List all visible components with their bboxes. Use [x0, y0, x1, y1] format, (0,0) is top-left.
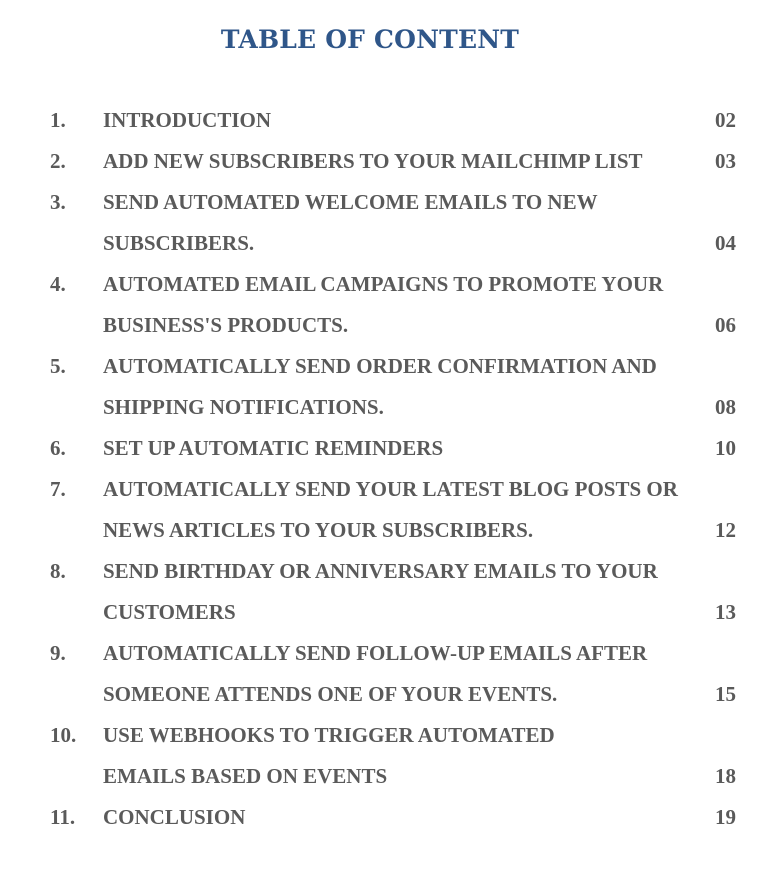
toc-entry-line — [0, 223, 778, 264]
toc-entry-line — [0, 715, 778, 756]
toc-entry-page-number: 12 — [715, 518, 736, 542]
toc-entry-page-number: 19 — [715, 805, 736, 829]
toc-entry-line — [0, 797, 778, 838]
toc-entry-number: 9. — [50, 641, 66, 665]
toc-entry-line — [0, 100, 778, 141]
table-of-contents — [0, 100, 778, 838]
toc-entry-title: EMAILS BASED ON EVENTS — [103, 764, 388, 788]
toc-entry-number: 11. — [50, 805, 76, 829]
toc-entry-title: NEWS ARTICLES TO YOUR SUBSCRIBERS. — [103, 518, 534, 542]
toc-entry-line — [0, 346, 778, 387]
toc-entry-page-number: 02 — [715, 108, 736, 132]
toc-entry-page-number: 15 — [715, 682, 736, 706]
toc-entry-page-number: 06 — [715, 313, 736, 337]
toc-entry-title: AUTOMATICALLY SEND YOUR LATEST BLOG POSTS OR — [103, 477, 678, 501]
toc-entry-page-number: 03 — [715, 149, 736, 173]
toc-entry-title: USE WEBHOOKS TO TRIGGER AUTOMATED — [103, 723, 555, 747]
toc-entry-title: ADD NEW SUBSCRIBERS TO YOUR MAILCHIMP LIST — [103, 149, 643, 173]
toc-entry-number: 5. — [50, 354, 66, 378]
toc-entry-line — [0, 305, 778, 346]
toc-entry-page-number: 13 — [715, 600, 736, 624]
toc-entry-title: SEND AUTOMATED WELCOME EMAILS TO NEW — [103, 190, 598, 214]
toc-entry-line — [0, 428, 778, 469]
toc-entry-line — [0, 633, 778, 674]
toc-entry-page-number: 08 — [715, 395, 736, 419]
toc-entry-number: 8. — [50, 559, 66, 583]
toc-entry-title: SET UP AUTOMATIC REMINDERS — [103, 436, 444, 460]
toc-entry-line — [0, 141, 778, 182]
toc-entry-title: CUSTOMERS — [103, 600, 236, 624]
toc-entry-title: SOMEONE ATTENDS ONE OF YOUR EVENTS. — [103, 682, 558, 706]
toc-entry-line — [0, 551, 778, 592]
toc-entry-line — [0, 469, 778, 510]
toc-entry-line — [0, 510, 778, 551]
toc-entry-title: SEND BIRTHDAY OR ANNIVERSARY EMAILS TO YOUR — [103, 559, 658, 583]
toc-entry-line — [0, 182, 778, 223]
toc-entry-page-number: 04 — [715, 231, 736, 255]
toc-entry-number: 3. — [50, 190, 66, 214]
toc-entry-title: AUTOMATICALLY SEND FOLLOW-UP EMAILS AFTER — [103, 641, 648, 665]
toc-entry-title: SHIPPING NOTIFICATIONS. — [103, 395, 384, 419]
toc-entry-number: 1. — [50, 108, 66, 132]
toc-entry-title: INTRODUCTION — [103, 108, 272, 132]
toc-entry-page-number: 10 — [715, 436, 736, 460]
toc-entry-title: AUTOMATICALLY SEND ORDER CONFIRMATION AND — [103, 354, 657, 378]
toc-entry-number: 4. — [50, 272, 66, 296]
toc-entry-line — [0, 674, 778, 715]
toc-entry-line — [0, 756, 778, 797]
toc-entry-line — [0, 264, 778, 305]
toc-entry-title: AUTOMATED EMAIL CAMPAIGNS TO PROMOTE YOUR — [103, 272, 664, 296]
toc-entry-line — [0, 592, 778, 633]
toc-entry-page-number: 18 — [715, 764, 736, 788]
toc-entry-line — [0, 387, 778, 428]
toc-entry-title: SUBSCRIBERS. — [103, 231, 255, 255]
toc-entry-number: 7. — [50, 477, 66, 501]
toc-entry-title: BUSINESS'S PRODUCTS. — [103, 313, 349, 337]
toc-entry-title: CONCLUSION — [103, 805, 246, 829]
toc-entry-number: 2. — [50, 149, 66, 173]
page-title: TABLE OF CONTENT — [220, 25, 520, 54]
toc-entry-number: 10. — [50, 723, 77, 747]
toc-entry-number: 6. — [50, 436, 66, 460]
